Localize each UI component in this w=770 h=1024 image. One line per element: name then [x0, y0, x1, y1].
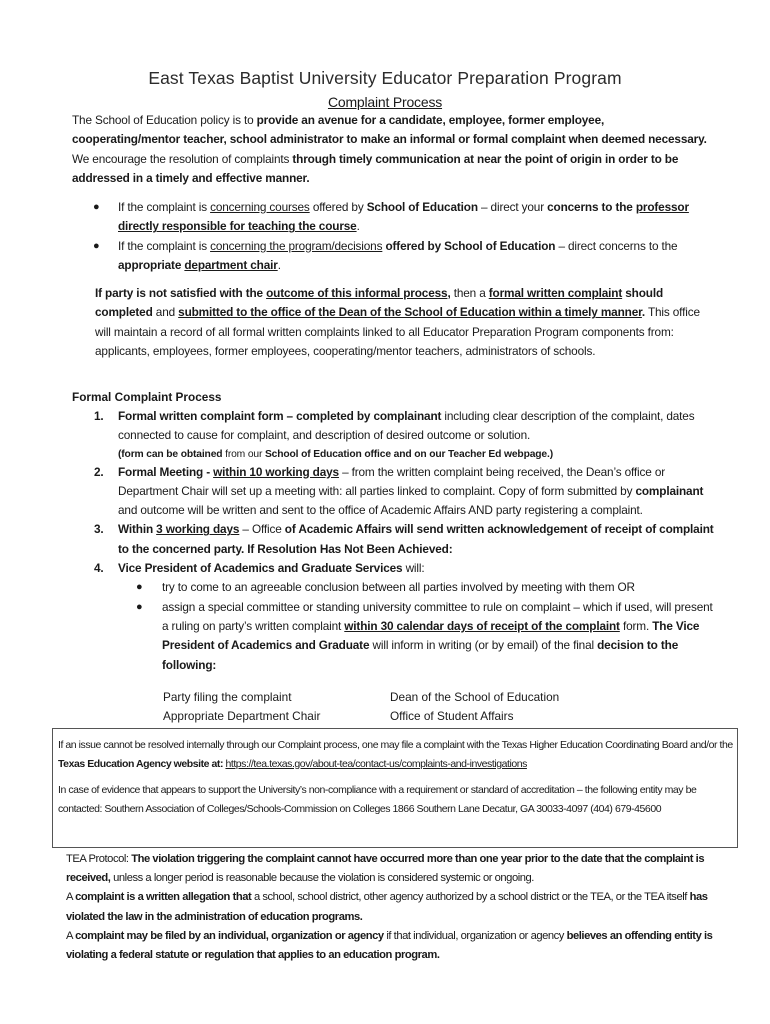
bullet-underline: concerning the program/decisions	[210, 238, 383, 253]
tea-protocol-line-1	[66, 850, 726, 888]
accreditation-text: In case of evidence that appears to support the University’s non-compliance with a requirement or standard of accreditation – the following entity may be contacted: Southern Association of Colleges/Schools-Commission on Colleges 1866 Southern Lane Decatur, GA 30033-4097 (404) 679-45600	[58, 784, 697, 815]
followup-bold: .	[641, 305, 646, 320]
formal-step-1	[88, 407, 718, 463]
external-complaint-text	[58, 736, 738, 773]
followup-paragraph	[95, 284, 715, 361]
bullet-text: – direct concerns to the	[555, 238, 678, 253]
tea-text: a school, school district, other agency authorized by a school district or the TEA, or the TEA itself	[251, 891, 690, 904]
tea-bold: has violated the law in the administration of education programs.	[66, 891, 708, 923]
step-text: – from the written complaint being received, the Dean’s office or Department Chair will set up a meeting with: all parties linked to complaint. Copy of form submitted by	[118, 464, 666, 498]
intro-paragraph	[72, 111, 712, 188]
tea-text: A	[66, 929, 76, 942]
formal-step-3	[88, 520, 718, 559]
recipient-cell: Office of Student Affairs	[390, 709, 514, 723]
tea-complaints-link[interactable]: https://tea.texas.gov/about-tea/contact-us/complaints-and-investigations	[225, 757, 527, 770]
recipient-cell: Party filing the complaint	[163, 690, 292, 704]
external-complaint-box	[52, 728, 738, 848]
document-title: East Texas Baptist University Educator Preparation Program	[148, 68, 622, 88]
bullet-text: .	[356, 219, 360, 234]
step-number: 3.	[94, 522, 104, 537]
tea-protocol-line-2	[66, 888, 726, 926]
followup-bold: If party is not satisfied with the	[95, 286, 267, 300]
step-number: 1.	[94, 409, 104, 423]
followup-text: then a	[450, 286, 489, 300]
bullet-bold-underline: professor directly responsible for teaching the course	[118, 200, 689, 234]
followup-text: This office will maintain a record of all formal written complaints linked to all Educator Preparation Program components from: applicants, employees, former employees, cooperating/mentor teachers, administrators of schools.	[95, 305, 700, 358]
tea-bold: believes an offending entity is violating a federal statute or regulation that applies to an education program.	[66, 929, 713, 962]
step-number: 4.	[94, 561, 104, 576]
tea-bold: complaint is a written allegation that	[75, 891, 252, 904]
step-bold: complainant	[635, 483, 704, 498]
tea-bold: The violation triggering the complaint cannot have occurred more than one year prior to the date that the complaint is received,	[66, 853, 705, 885]
form-note	[118, 446, 718, 463]
recipient-cell: Dean of the School of Education	[390, 690, 560, 704]
step-text: and outcome will be written and sent to the office of Academic Affairs AND party registering a complaint.	[118, 503, 643, 518]
bullet-bold-underline: department chair	[184, 257, 278, 272]
sub-text: form.	[619, 618, 653, 633]
box-text: If an issue cannot be resolved internally through our Complaint process, one may file a complaint with the Texas Higher Education Coordinating Board and/or the	[58, 739, 733, 751]
bullet-item-program	[93, 237, 713, 276]
followup-bold: should completed	[95, 286, 664, 320]
tea-text: TEA Protocol:	[66, 853, 132, 865]
step-number: 2.	[94, 464, 104, 479]
step-text: will:	[402, 561, 425, 576]
step-text: including clear description of the complaint, dates connected to cause for complaint, and description of desired outcome or solution.	[118, 409, 695, 443]
formal-steps-list	[88, 407, 718, 675]
informal-bullet-list	[93, 198, 713, 275]
tea-text: if that individual, organization or agency	[383, 929, 567, 942]
recipients-row	[163, 688, 723, 707]
sub-bold: The Vice President of Academics and Graduate	[162, 618, 700, 653]
followup-bold-underline: formal written complaint	[488, 286, 623, 300]
bullet-text: If the complaint is	[118, 200, 211, 214]
bullet-dot-icon: ●	[93, 201, 100, 213]
bullet-underline: concerning courses	[210, 200, 310, 214]
step-bold: Vice President of Academics and Graduate Services	[118, 561, 403, 576]
bullet-bold: concerns to the	[547, 200, 636, 214]
note-bold: School of Education office and on our Teacher Ed webpage.)	[264, 448, 553, 460]
formal-process-heading: Formal Complaint Process	[72, 390, 222, 404]
tea-text: unless a longer period is reasonable because the violation is considered systemic or ongoing.	[110, 872, 534, 885]
step-bold-underline: within 10 working days	[213, 464, 339, 479]
intro-bold-2: through timely communication at near the point of origin in order to be addressed in a timely and effective manner.	[72, 151, 679, 185]
step-bold: of Academic Affairs will send written acknowledgement of receipt of complaint to the concerned party. If Resolution Has Not Been Achieved:	[118, 522, 714, 556]
vp-options-list	[88, 578, 718, 674]
tea-protocol-line-3	[66, 927, 726, 965]
sub-bold: decision to the following:	[162, 638, 679, 672]
document-subtitle: Complaint Process	[327, 94, 443, 110]
intro-text-2: We encourage the resolution of complaints	[72, 151, 293, 166]
note-bold: (form can be obtained	[118, 448, 223, 460]
step-bold: Within	[118, 522, 157, 537]
sub-text: will inform in writing (or by email) of the final	[369, 638, 598, 653]
followup-bold: ,	[447, 286, 451, 300]
bullet-dot-icon: ●	[93, 239, 100, 252]
tea-bold: complaint may be filed by an individual, organization or agency	[75, 929, 384, 942]
formal-step-2	[88, 463, 718, 521]
formal-step-4	[88, 559, 718, 578]
bullet-dot-icon: ●	[136, 600, 143, 613]
intro-text-1: The School of Education policy is to	[72, 113, 257, 127]
tea-text: A	[66, 891, 76, 904]
sub-text: assign a special committee or standing university committee to rule on complaint – which if used, will present a ruling on party’s written complaint	[162, 599, 713, 633]
bullet-item-courses	[93, 198, 713, 237]
step-bold-underline: 3 working days	[156, 522, 240, 537]
bullet-dot-icon: ●	[136, 581, 143, 594]
vp-option-committee	[136, 598, 718, 675]
followup-bold-underline: submitted to the office of the Dean of the School of Education within a timely manner	[178, 305, 642, 320]
note-text: from our	[222, 448, 265, 460]
bullet-bold: appropriate	[118, 257, 185, 272]
bullet-bold: offered by School of Education	[382, 238, 556, 253]
sub-text: try to come to an agreeable conclusion between all parties involved by meeting with them OR	[162, 580, 635, 595]
followup-bold-underline: outcome of this informal process	[266, 286, 448, 300]
step-bold: Formal Meeting -	[118, 464, 214, 479]
box-bold: Texas Education Agency website at:	[58, 757, 223, 770]
recipient-cell: Appropriate Department Chair	[163, 709, 321, 723]
followup-text: and	[152, 305, 179, 320]
bullet-text: – direct your	[477, 200, 548, 214]
bullet-bold: School of Education	[366, 200, 478, 214]
step-text: – Office	[239, 522, 285, 537]
bullet-text: offered by	[309, 200, 367, 214]
tea-protocol-section	[66, 850, 726, 965]
vp-option-meeting	[136, 578, 718, 597]
step-bold: Formal written complaint form – completed by complainant	[118, 409, 442, 423]
sub-bold-underline: within 30 calendar days of receipt of the complaint	[344, 618, 620, 633]
recipients-row	[163, 707, 723, 726]
bullet-text: If the complaint is	[118, 238, 211, 253]
recipients-table	[163, 688, 723, 726]
intro-bold-1: provide an avenue for a candidate, employee, former employee, cooperating/mentor teacher, school administrator to make an informal or formal complaint when deemed necessary.	[72, 113, 707, 147]
bullet-text: .	[277, 257, 281, 272]
